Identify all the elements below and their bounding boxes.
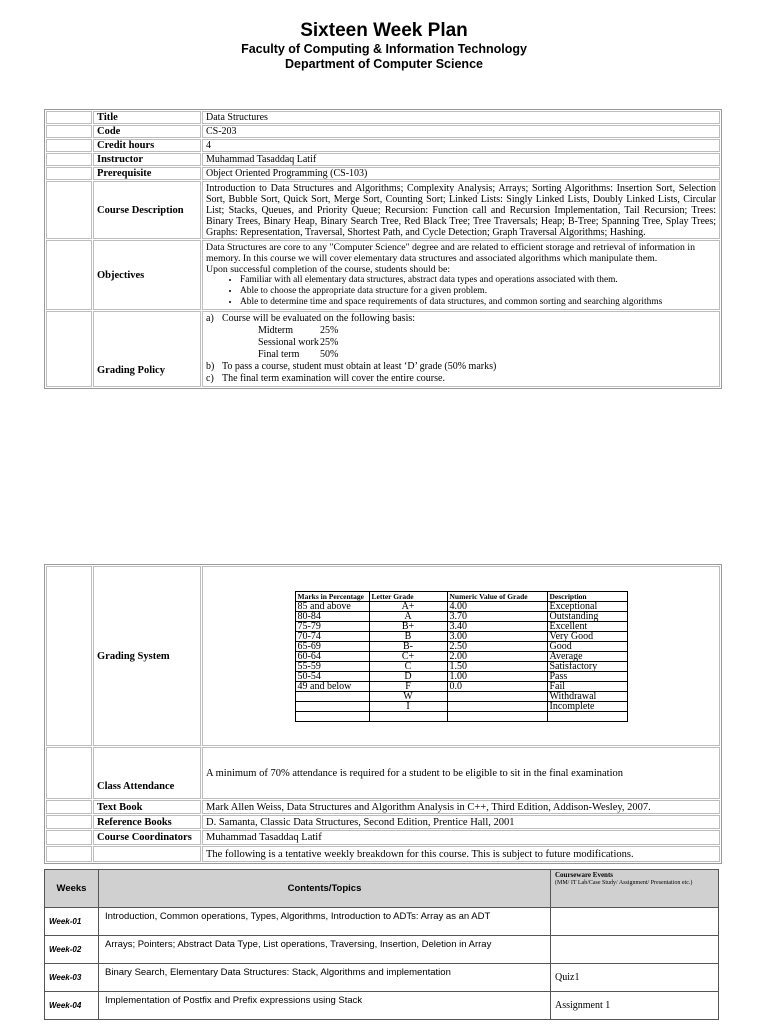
table-row: [295, 661, 627, 671]
column-header: Numeric Value of Grade: [447, 591, 547, 601]
table-cell: 65-69: [295, 641, 369, 651]
row-reference: [46, 815, 720, 829]
objectives-intro-2: Upon successful completion of the course, students should be:: [206, 264, 451, 275]
course-policies-table: [44, 564, 722, 864]
attendance-value: A minimum of 70% attendance is required for a student to be eligible to sit in the final examination: [202, 747, 720, 799]
table-cell: Incomplete: [547, 701, 627, 711]
table-cell: 55-59: [295, 661, 369, 671]
events-header-title: Courseware Events: [555, 871, 614, 879]
table-row: [295, 711, 627, 721]
grading-component: [206, 337, 716, 349]
page-title: Sixteen Week Plan: [300, 20, 468, 41]
component-weight: 50%: [320, 349, 339, 360]
week-label: Week-03: [45, 964, 99, 992]
description-label: Course Description: [93, 181, 201, 239]
table-cell: 1.00: [447, 671, 547, 681]
table-cell: 2.00: [447, 651, 547, 661]
week-event: [551, 908, 719, 936]
table-cell: [447, 701, 547, 711]
events-header-note: (MM/ IT Lab/Case Study/ Assignment/ Presentation etc.): [555, 880, 693, 886]
grading-policy-label: Grading Policy: [93, 311, 201, 387]
blank-cell: [46, 566, 92, 746]
table-row: [295, 611, 627, 621]
table-cell: Average: [547, 651, 627, 661]
week-label: Week-01: [45, 908, 99, 936]
table-row: [295, 671, 627, 681]
page-header: [0, 20, 768, 72]
prerequisite-label: Prerequisite: [93, 167, 201, 180]
weeks-column-header: Weeks: [45, 870, 99, 908]
row-objectives: [46, 240, 720, 310]
blank-cell: [46, 125, 92, 138]
table-row: [45, 936, 719, 964]
table-cell: C: [369, 661, 447, 671]
table-cell: [295, 691, 369, 701]
table-cell: Very Good: [547, 631, 627, 641]
blank-cell: [46, 153, 92, 166]
grading-item-c: [206, 373, 716, 385]
blank-cell: [46, 240, 92, 310]
credit-value: 4: [202, 139, 720, 152]
list-item: • Familiar with all elementary data structures, abstract data types and operations associated with them.: [240, 275, 716, 286]
table-cell: B+: [369, 621, 447, 631]
table-cell: [447, 691, 547, 701]
department-name: Department of Computer Science: [285, 57, 483, 71]
row-textbook: [46, 800, 720, 814]
component-weight: 25%: [320, 325, 339, 336]
grade-scale-table: [295, 591, 628, 722]
row-grading-policy: [46, 311, 720, 387]
week-label: Week-02: [45, 936, 99, 964]
weekly-plan-table: [44, 869, 719, 1020]
table-cell: W: [369, 691, 447, 701]
table-cell: 3.70: [447, 611, 547, 621]
row-description: [46, 181, 720, 239]
faculty-name: Faculty of Computing & Information Technology: [241, 42, 527, 56]
component-weight: 25%: [320, 337, 339, 348]
grading-component: [206, 325, 716, 337]
table-cell: [295, 701, 369, 711]
objectives-list: [206, 275, 716, 308]
textbook-label: Text Book: [93, 800, 201, 814]
textbook-value: Mark Allen Weiss, Data Structures and Algorithm Analysis in C++, Third Edition, Addison-Wesley, 2007.: [202, 800, 720, 814]
table-cell: 85 and above: [295, 601, 369, 611]
reference-value: D. Samanta, Classic Data Structures, Second Edition, Prentice Hall, 2001: [202, 815, 720, 829]
table-cell: I: [369, 701, 447, 711]
weekly-table-header: [45, 870, 719, 908]
table-row: [295, 681, 627, 691]
code-label: Code: [93, 125, 201, 138]
table-cell: C+: [369, 651, 447, 661]
blank-cell: [46, 846, 92, 862]
grading-policy-value: [202, 311, 720, 387]
table-cell: A+: [369, 601, 447, 611]
table-cell: [447, 711, 547, 721]
table-cell: [295, 711, 369, 721]
table-row: [295, 691, 627, 701]
row-attendance: [46, 747, 720, 799]
title-value: Data Structures: [202, 111, 720, 124]
table-row: [295, 641, 627, 651]
course-info-table: [44, 109, 722, 389]
weekly-breakdown-note: The following is a tentative weekly breakdown for this course. This is subject to future modifications.: [202, 846, 720, 862]
table-row: [295, 601, 627, 611]
table-cell: 49 and below: [295, 681, 369, 691]
objectives-value: [202, 240, 720, 310]
coordinators-value: Muhammad Tasaddaq Latif: [202, 830, 720, 845]
blank-cell: [46, 111, 92, 124]
table-cell: 0.0: [447, 681, 547, 691]
row-grading-system: [46, 566, 720, 746]
list-marker: a): [206, 313, 214, 324]
table-cell: B-: [369, 641, 447, 651]
objectives-label: Objectives: [93, 240, 201, 310]
table-cell: [369, 711, 447, 721]
description-value: Introduction to Data Structures and Algorithms; Complexity Analysis; Arrays; Sorting Algorithms: Insertion Sort, Selection Sort, Bubble Sort, Quick Sort, Merge Sort, Counting Sort; Linked Lists: Singly Linked Lists, Doubly Linked Lists, Circular List; Stacks, Queues, and Priority Queue; Recursion: Function call and Recursion Implementation, Tail Recursion; Trees: Binary Trees, Binary Heap, Binary Search Tree, Red Black Tree; Tree Traversals; Heap; B-Tree; Spanning Tree, Splay Trees; Graphs: Representation, Traversal, Shortest Path, and Cycle Detection; Graph Traversal Algorithms; Hashing.: [202, 181, 720, 239]
table-row: [295, 701, 627, 711]
blank-cell: [46, 311, 92, 387]
column-header: Description: [547, 591, 627, 601]
table-cell: Exceptional: [547, 601, 627, 611]
table-cell: Pass: [547, 671, 627, 681]
table-cell: 75-79: [295, 621, 369, 631]
prerequisite-value: Object Oriented Programming (CS-103): [202, 167, 720, 180]
row-prerequisite: [46, 167, 720, 180]
grading-component: [206, 349, 716, 361]
week-event: Quiz1: [551, 964, 719, 992]
column-header: Marks in Percentage: [295, 591, 369, 601]
week-event: Assignment 1: [551, 992, 719, 1020]
blank-cell: [46, 747, 92, 799]
reference-label: Reference Books: [93, 815, 201, 829]
blank-cell: [46, 800, 92, 814]
blank-cell: [46, 815, 92, 829]
blank-cell: [46, 830, 92, 845]
attendance-label: Class Attendance: [93, 747, 201, 799]
table-cell: [547, 711, 627, 721]
table-row: [45, 992, 719, 1020]
table-cell: 3.00: [447, 631, 547, 641]
pass-requirement-text: To pass a course, student must obtain at least ‘D’ grade (50% marks): [222, 361, 497, 372]
table-cell: 50-54: [295, 671, 369, 681]
topics-column-header: Contents/Topics: [99, 870, 551, 908]
code-value: CS-203: [202, 125, 720, 138]
row-credit: [46, 139, 720, 152]
title-label: Title: [93, 111, 201, 124]
blank-cell: [46, 181, 92, 239]
table-row: [295, 631, 627, 641]
blank-cell: [93, 846, 201, 862]
final-exam-text: The final term examination will cover the entire course.: [222, 373, 445, 384]
row-title: [46, 111, 720, 124]
table-cell: Fail: [547, 681, 627, 691]
grade-table-header: [295, 591, 627, 601]
table-cell: F: [369, 681, 447, 691]
grading-basis-text: Course will be evaluated on the following basis:: [222, 313, 416, 324]
table-cell: 4.00: [447, 601, 547, 611]
blank-cell: [46, 139, 92, 152]
table-row: [295, 651, 627, 661]
component-name: Sessional work: [258, 337, 319, 348]
objectives-intro: Data Structures are core to any "Computer Science" degree and are related to efficient storage and retrieval of information in memory. In this course we will cover elementary data structures and associated algorithms which manipulate them.: [206, 242, 696, 264]
table-cell: Satisfactory: [547, 661, 627, 671]
table-cell: D: [369, 671, 447, 681]
table-cell: Outstanding: [547, 611, 627, 621]
list-marker: b): [206, 361, 215, 372]
table-cell: A: [369, 611, 447, 621]
week-event: [551, 936, 719, 964]
table-cell: 80-84: [295, 611, 369, 621]
row-code: [46, 125, 720, 138]
grading-item-b: [206, 361, 716, 373]
component-name: Midterm: [258, 325, 293, 336]
table-cell: 1.50: [447, 661, 547, 671]
events-column-header: [551, 870, 719, 908]
instructor-value: Muhammad Tasaddaq Latif: [202, 153, 720, 166]
table-cell: Withdrawal: [547, 691, 627, 701]
table-cell: 2.50: [447, 641, 547, 651]
row-note: [46, 846, 720, 862]
week-topic: Introduction, Common operations, Types, Algorithms, Introduction to ADTs: Array as an ADT: [99, 908, 551, 936]
instructor-label: Instructor: [93, 153, 201, 166]
coordinators-label: Course Coordinators: [93, 830, 201, 845]
grading-system-value: [202, 566, 720, 746]
table-row: [45, 964, 719, 992]
table-cell: 70-74: [295, 631, 369, 641]
component-name: Final term: [258, 349, 300, 360]
row-coordinators: [46, 830, 720, 845]
table-cell: 3.40: [447, 621, 547, 631]
table-row: [295, 621, 627, 631]
week-topic: Binary Search, Elementary Data Structures: Stack, Algorithms and implementation: [99, 964, 551, 992]
table-cell: Excellent: [547, 621, 627, 631]
table-cell: B: [369, 631, 447, 641]
table-cell: Good: [547, 641, 627, 651]
column-header: Letter Grade: [369, 591, 447, 601]
credit-label: Credit hours: [93, 139, 201, 152]
list-item: • Able to choose the appropriate data structure for a given problem.: [240, 286, 716, 297]
week-topic: Arrays; Pointers; Abstract Data Type, List operations, Traversing, Insertion, Deletion in Array: [99, 936, 551, 964]
table-cell: 60-64: [295, 651, 369, 661]
grading-system-label: Grading System: [93, 566, 201, 746]
row-instructor: [46, 153, 720, 166]
blank-cell: [46, 167, 92, 180]
grading-item-a: [206, 313, 716, 325]
table-row: [45, 908, 719, 936]
week-label: Week-04: [45, 992, 99, 1020]
week-topic: Implementation of Postfix and Prefix expressions using Stack: [99, 992, 551, 1020]
list-item: • Able to determine time and space requirements of data structures, and common sorting and searching algorithms: [240, 297, 716, 308]
list-marker: c): [206, 373, 214, 384]
